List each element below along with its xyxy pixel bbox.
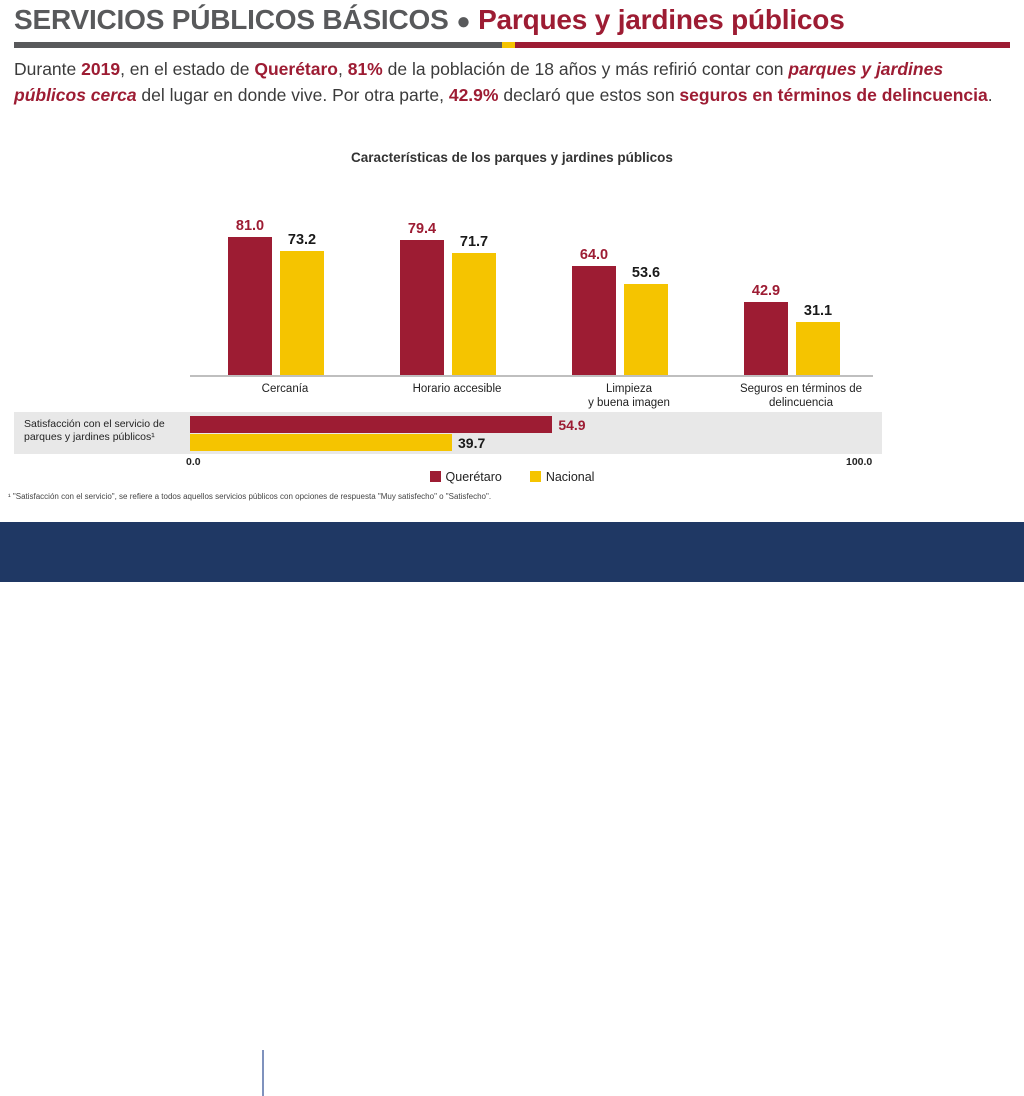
legend-swatch-icon (530, 471, 541, 482)
intro-pct-2: 42.9% (448, 85, 499, 105)
bar-nacional (624, 284, 668, 375)
footnote: ¹ "Satisfacción con el servicio", se refiere a todos aquellos servicios públicos con opciones de respuesta "Muy satisfecho" o "Satisfecho". (8, 492, 492, 501)
bar-nacional (280, 251, 324, 375)
satisfaction-value-nacional: 39.7 (458, 435, 486, 451)
bar-group (372, 175, 542, 375)
legend-label: Nacional (545, 470, 595, 484)
bar-group (716, 175, 886, 375)
scale-max-label: 100.0 (846, 456, 873, 468)
satisfaction-label: Satisfacción con el servicio de parques y jardines públicos¹ (24, 418, 165, 443)
intro-text-5: del lugar en donde vive. Por otra parte, (136, 85, 449, 105)
legend-label: Querétaro (445, 470, 502, 484)
bar-value-queretaro: 79.4 (407, 221, 437, 238)
intro-text-6: declaró que estos son (498, 85, 680, 105)
bar-queretaro (744, 302, 788, 375)
legend-swatch-icon (430, 471, 441, 482)
chart-baseline-axis (190, 375, 873, 377)
bar-group (544, 175, 714, 375)
footer-subtitle: ENCIG 2019 (282, 1058, 413, 1084)
bar-group (200, 175, 370, 375)
footer-band (0, 522, 1024, 1093)
header-bullet-icon: ● (456, 8, 471, 35)
header-title-accent: Parques y jardines públicos (478, 4, 845, 35)
header-title-main: SERVICIOS PÚBLICOS BÁSICOS (14, 4, 449, 35)
category-label: Cercanía (261, 383, 309, 395)
bar-value-queretaro: 64.0 (579, 247, 609, 264)
bar-value-queretaro: 81.0 (235, 218, 265, 235)
intro-state: Querétaro (254, 59, 338, 79)
category-label: Limpieza y buena imagen (588, 383, 670, 409)
intro-paragraph (14, 56, 1014, 108)
legend-item (430, 470, 502, 484)
header-divider-rule (14, 42, 1010, 48)
intro-text-1: Durante (14, 59, 82, 79)
bar-nacional (796, 322, 840, 375)
page-number: 11 (988, 1078, 1002, 1093)
bar-chart-plot-area (190, 175, 870, 375)
scale-min-label: 0.0 (186, 456, 201, 468)
bar-value-nacional: 73.2 (287, 231, 317, 248)
bar-queretaro (228, 237, 272, 375)
intro-emphasis-2: seguros en términos de delincuencia (679, 85, 988, 105)
bar-nacional (452, 253, 496, 375)
intro-pct-1: 81% (347, 59, 383, 79)
bar-queretaro (400, 240, 444, 375)
intro-text-7: . (987, 85, 993, 105)
satisfaction-value-queretaro: 54.9 (558, 417, 586, 433)
satisfaction-bar-queretaro (190, 416, 552, 433)
satisfaction-bar-nacional (190, 434, 452, 451)
category-label: Seguros en términos de delincuencia (739, 383, 863, 409)
inegi-logo-icon (52, 1060, 110, 1086)
legend-item (530, 470, 595, 484)
chart-title: Características de los parques y jardines públicos (351, 150, 673, 165)
bar-value-queretaro: 42.9 (751, 283, 781, 300)
intro-text-4: de la población de 18 años y más refirió contar con (382, 59, 789, 79)
chart-legend (0, 470, 1024, 484)
slide-header (0, 0, 1024, 48)
bar-value-nacional: 71.7 (459, 234, 489, 251)
intro-emphasis-1: parques y jardines públicos cerca (14, 59, 944, 105)
intro-text-2: , en el estado de (120, 59, 255, 79)
bar-value-nacional: 53.6 (631, 264, 661, 281)
page-title (14, 4, 845, 36)
intro-year: 2019 (81, 59, 121, 79)
bar-value-nacional: 31.1 (803, 303, 833, 320)
category-label: Horario accesible (412, 383, 502, 395)
inegi-logo-text: INEGI (112, 1052, 200, 1090)
intro-text-3: , (337, 59, 348, 79)
footer-divider (262, 1050, 264, 1096)
bar-queretaro (572, 266, 616, 375)
